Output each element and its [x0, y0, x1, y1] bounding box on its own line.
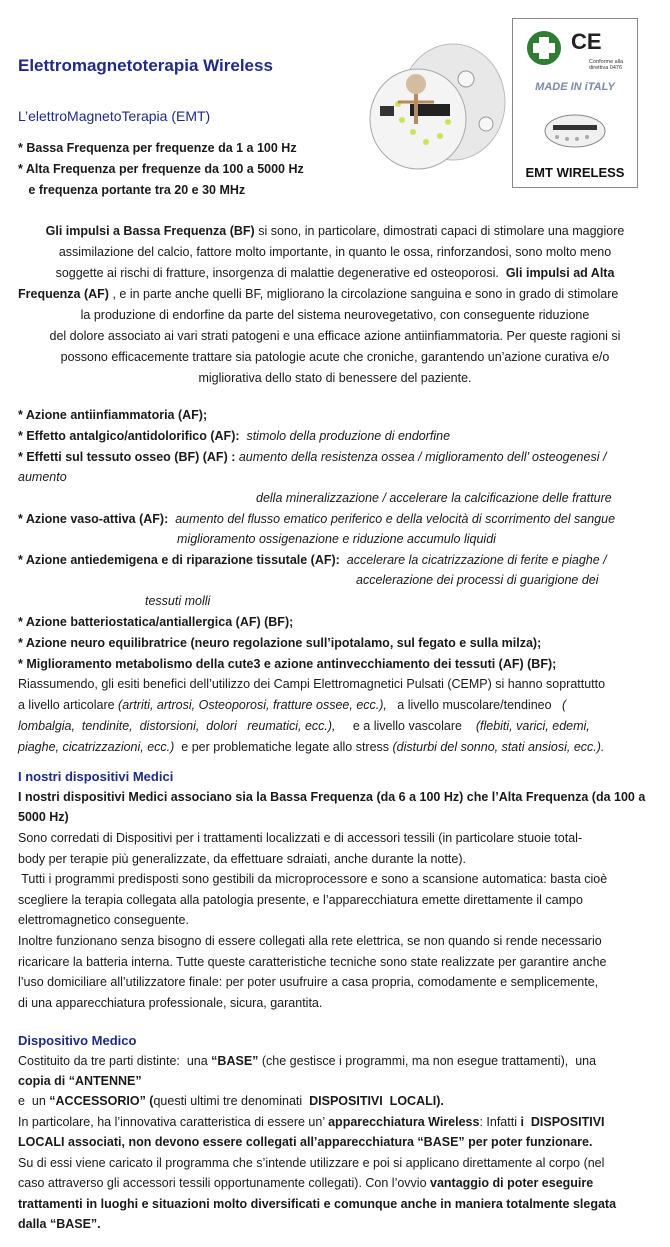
- devices-line: l’uso domiciliare all’utilizzatore finale: per poter usufruire a casa propria, comodamente e semplicemente,: [18, 975, 599, 989]
- devices-line: I nostri dispositivi Medici associano sia la Bassa Frequenza (da 6 a 100 Hz) che l’Alta Frequenza (da 100 a: [18, 790, 646, 804]
- paragraph-line: Gli impulsi a Bassa Frequenza (BF) si sono, in particolare, dimostrati capaci di stimolare una maggiore: [45, 224, 625, 238]
- paragraph-line: migliorativa dello stato di benessere del paziente.: [198, 371, 472, 385]
- action-item-cont: aumento: [18, 470, 67, 484]
- paragraph-line: Frequenza (AF) , e in parte anche quelli BF, migliorano la circolazione sanguina e sono in grado di stimolare: [18, 287, 619, 301]
- action-item: * Miglioramento metabolismo della cute3 e azione antinvecchiamento dei tessuti (AF) (BF);: [18, 657, 557, 671]
- medico-line: Su di essi viene caricato il programma che s’intende utilizzare e poi si applicano direttamente al corpo (nel: [18, 1156, 605, 1170]
- medico-line: LOCALI associati, non devono essere collegati all’apparecchiatura “BASE” per poter funzionare.: [18, 1135, 593, 1149]
- action-item: * Azione antiinfiammatoria (AF);: [18, 408, 208, 422]
- devices-line: elettromagnetico conseguente.: [18, 913, 189, 927]
- medical-cross-icon: [527, 31, 561, 65]
- emt-wireless-label: EMT WIRELESS: [525, 165, 625, 180]
- ce-mark: CE: [571, 29, 602, 54]
- made-in-italy: MADE IN iTALY: [535, 81, 615, 93]
- paragraph-line: del dolore associato ai vari strati patogeni e una efficace azione antiinfiammatoria. Per queste ragioni si: [49, 329, 621, 343]
- summary-line: lombalgia, tendinite, distorsioni, dolori reumatici, ecc.), e a livello vascolare (flebiti, varici, edemi,: [18, 719, 590, 733]
- summary-line: piaghe, cicatrizzazioni, ecc.) e per problematiche legate allo stress (disturbi del sonno, stati ansiosi, ecc.).: [18, 740, 605, 754]
- devices-line: Inoltre funzionano senza bisogno di essere collegati alla rete elettrica, se non quando si rende necessario: [18, 934, 602, 948]
- action-item: * Effetti sul tessuto osseo (BF) (AF) : aumento della resistenza ossea / miglioramento dell’ osteogenesi /: [18, 450, 607, 464]
- medico-line: In particolare, ha l’innovativa caratteristica di essere un’ apparecchiatura Wireless: Infatti i DISPOSITIVI: [18, 1115, 605, 1129]
- paragraph-line: assimilazione del calcio, fattore molto importante, in quanto le ossa, rinforzandosi, sono molto meno: [58, 245, 612, 259]
- summary-line: Riassumendo, gli esiti benefici dell’utilizzo dei Campi Elettromagnetici Pulsati (CEMP) si hanno soprattutto: [18, 677, 606, 691]
- devices-line: scegliere la terapia collegata alla patologia presente, e l’apparecchiatura emette direttamente il campo: [18, 893, 583, 907]
- action-item: * Effetto antalgico/antidolorifico (AF): stimolo della produzione di endorfine: [18, 429, 451, 443]
- action-item: * Azione vaso-attiva (AF): aumento del flusso ematico periferico e della velocità di scorrimento del sangue: [18, 512, 616, 526]
- action-item-cont: tessuti molli: [145, 594, 211, 608]
- summary-line: a livello articolare (artriti, artrosi, Osteoporosi, fratture ossee, ecc.), a livello muscolare/tendineo (: [18, 698, 567, 712]
- medico-line: trattamenti in luoghi e situazioni molto diversificati e comunque anche in maniera totalmente slegata: [18, 1197, 617, 1211]
- intro-line: e frequenza portante tra 20 e 30 MHz: [18, 183, 246, 197]
- paragraph-line: la produzione di endorfine da parte del sistema neurovegetativo, con conseguente riduzione: [80, 308, 590, 322]
- paragraph-line: soggette ai rischi di fratture, insorgenza di malattie degenerative ed osteoporosi. Gli impulsi ad Alta: [55, 266, 615, 280]
- medico-line: copia di “ANTENNE”: [18, 1074, 142, 1088]
- medico-line: Costituito da tre parti distinte: una “BASE” (che gestisce i programmi, ma non esegue trattamenti), una: [18, 1054, 597, 1068]
- section-heading: Dispositivo Medico: [18, 1033, 137, 1048]
- devices-line: Sono corredati di Dispositivi per i trattamenti localizzati e di accessori tessili (in particolare stuoie total-: [18, 831, 583, 845]
- devices-line: body per terapie più generalizzate, da effettuare sdraiati, anche durante la notte).: [18, 852, 466, 866]
- intro-line: * Alta Frequenza per frequenze da 100 a 5000 Hz: [18, 162, 304, 176]
- medico-line: e un “ACCESSORIO” (questi ultimi tre denominati DISPOSITIVI LOCALI).: [18, 1094, 444, 1108]
- action-item-cont: della mineralizzazione / accelerare la calcificazione delle fratture: [256, 491, 612, 505]
- devices-line: ricaricare la batteria interna. Tutte queste caratteristiche tecniche sono state realizzate per garantire anche: [18, 955, 607, 969]
- certification-badge: [512, 18, 638, 188]
- intro-line: * Bassa Frequenza per frequenze da 1 a 100 Hz: [18, 141, 297, 155]
- section-heading: I nostri dispositivi Medici: [18, 769, 174, 784]
- devices-line: 5000 Hz): [18, 810, 69, 824]
- devices-line: di una apparecchiatura professionale, sicura, garantita.: [18, 996, 323, 1010]
- page-subtitle: L’elettroMagnetoTerapia (EMT): [18, 108, 211, 124]
- paragraph-line: possono efficacemente trattare sia patologie acute che croniche, garantendo un’azione curativa e/o: [60, 350, 610, 364]
- emt-device-image: [358, 24, 508, 174]
- action-item: * Azione batteriostatica/antiallergica (AF) (BF);: [18, 615, 294, 629]
- page-title: Elettromagnetoterapia Wireless: [18, 56, 273, 75]
- action-item: * Azione antiedemigena e di riparazione tissutale (AF): accelerare la cicatrizzazione di ferite e piaghe /: [18, 553, 607, 567]
- ce-note: Conforme alla direttiva 0476: [589, 59, 624, 71]
- medico-line: caso attraverso gli accessori tessili opportunamente collegati). Con l’ovvio vantaggio di poter eseguire: [18, 1176, 594, 1190]
- action-item: * Azione neuro equilibratrice (neuro regolazione sull’ipotalamo, sul fegato e sulla milza);: [18, 636, 542, 650]
- devices-line: Tutti i programmi predisposti sono gestibili da microprocessore e sono a scansione automatica: basta cioè: [18, 872, 608, 886]
- medico-line: dalla “BASE”.: [18, 1217, 101, 1231]
- action-item-cont: accelerazione dei processi di guarigione dei: [356, 573, 599, 587]
- device-thumbnail: [541, 107, 609, 151]
- action-item-cont: miglioramento ossigenazione e riduzione accumulo liquidi: [177, 532, 496, 546]
